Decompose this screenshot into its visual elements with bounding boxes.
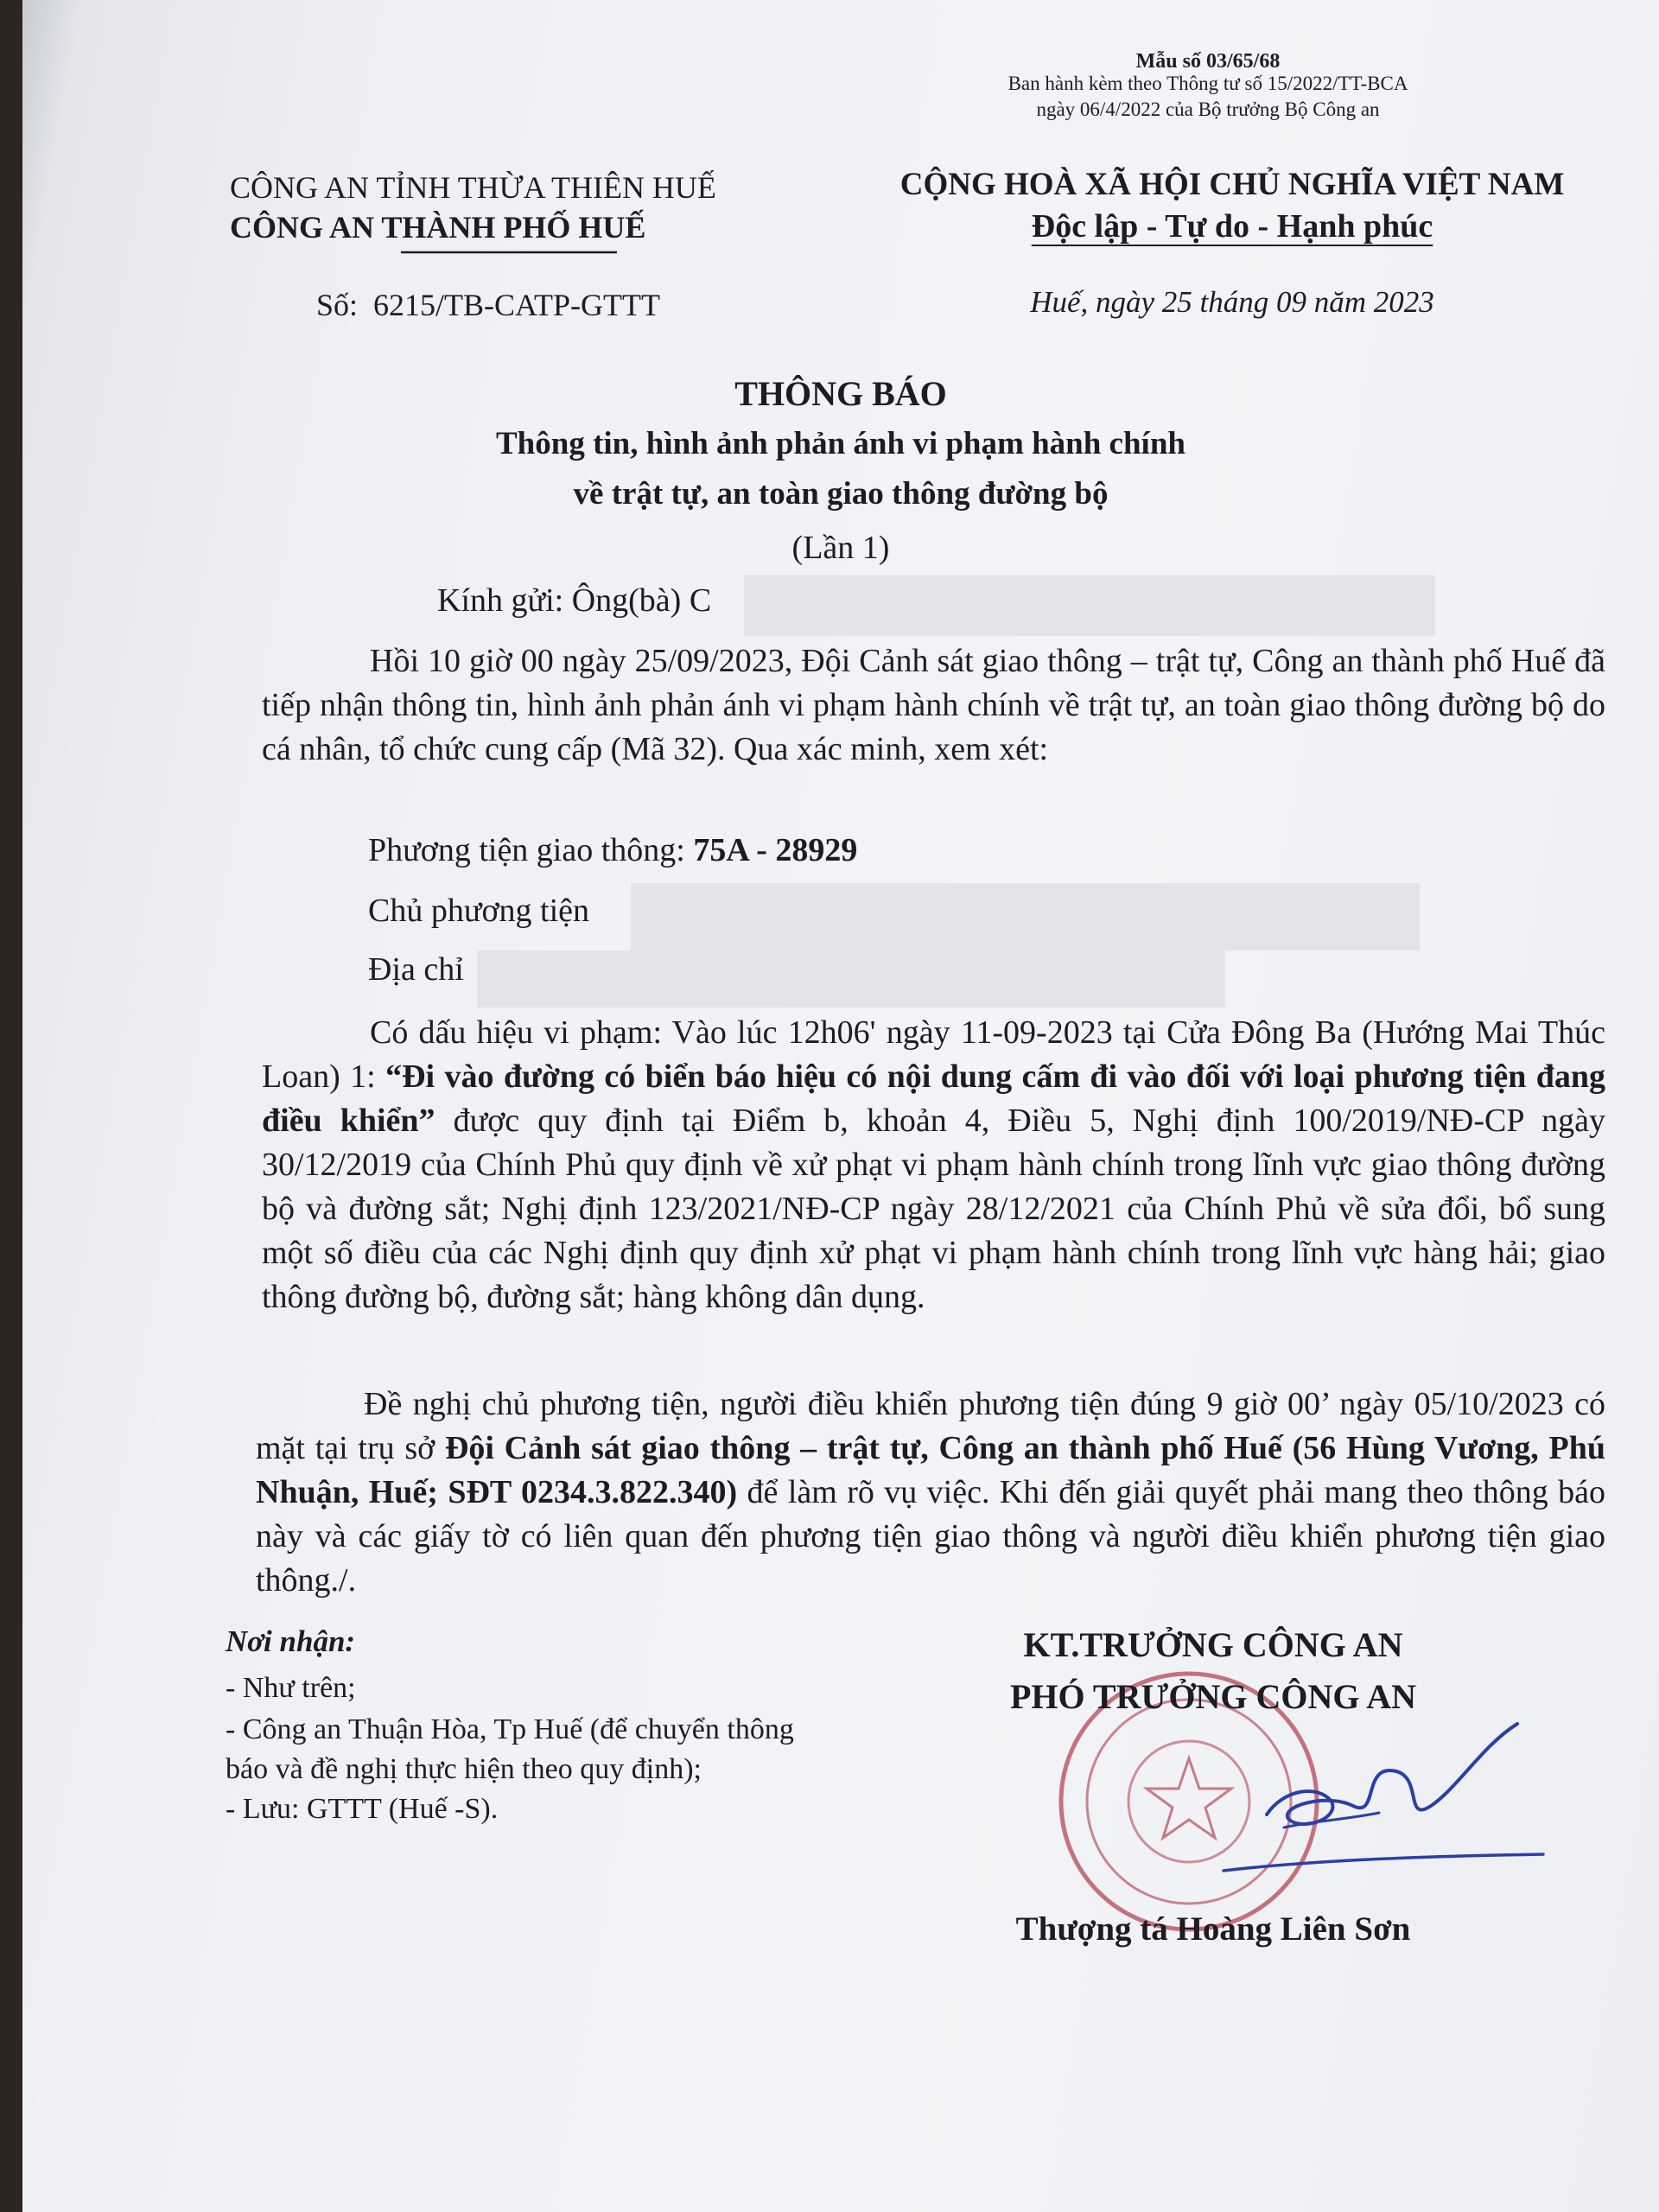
- recipient-item: - Lưu: GTTT (Huế -S).: [226, 1793, 499, 1825]
- notice-subtitle-2: về trật tự, an toàn giao thông đường bộ: [573, 476, 1109, 512]
- redacted-addressee-name: [744, 575, 1435, 636]
- handwritten-signature: [1249, 1711, 1595, 1884]
- national-motto: Độc lập - Tự do - Hạnh phúc: [1031, 208, 1433, 245]
- recipient-item: - Như trên;: [226, 1672, 356, 1704]
- addressee-line: Kính gửi: Ông(bà) C: [437, 582, 712, 619]
- vehicle-line: Phương tiện giao thông: 75A - 28929: [368, 832, 858, 868]
- paragraph-violation: Có dấu hiệu vi phạm: Vào lúc 12h06' ngày 11-09-2023 tại Cửa Đông Ba (Hướng Mai Thúc Loan) 1: “Đi vào đường có biển báo hiệu có nội dung cấm đi vào đối với loại phương tiện đang điều khiển” được quy định tại Điểm b, khoản 4, Điều 5, Nghị định 100/2019/NĐ-CP ngày 30/12/2019 của Chính Phủ quy định về xử phạt vi phạm hành chính trong lĩnh vực giao thông đường bộ và đường sắt; Nghị định 123/2021/NĐ-CP ngày 28/12/2021 của Chính Phủ về sửa đổi, bổ sung một số điều của các Nghị định quy định xử phạt vi phạm hành chính trong lĩnh vực hàng hải; giao thông đường bộ, đường sắt; hàng không dân dụng.: [262, 1014, 1606, 1315]
- agency-underline: [401, 251, 617, 254]
- address-label: Địa chỉ: [368, 951, 464, 988]
- owner-label: Chủ phương tiện: [368, 893, 590, 929]
- notice-title: THÔNG BÁO: [734, 374, 947, 413]
- place-date: Huế, ngày 25 tháng 09 năm 2023: [1030, 285, 1434, 319]
- paragraph-request: Đề nghị chủ phương tiện, người điều khiển phương tiện đúng 9 giờ 00’ ngày 05/10/2023 có mặt tại trụ sở Đội Cảnh sát giao thông – trật tự, Công an thành phố Huế (56 Hùng Vương, Phú Nhuận, Huế; SĐT 0234.3.822.340) để làm rõ vụ việc. Khi đến giải quyết phải mang theo thông báo này và các giấy tờ có liên quan đến phương tiện giao thông và người điều khiển phương tiện giao thông./.: [256, 1386, 1605, 1599]
- agency-parent: CÔNG AN TỈNH THỪA THIÊN HUẾ: [230, 170, 716, 205]
- document-page: Mẫu số 03/65/68 Ban hành kèm theo Thông tư số 15/2022/TT-BCA ngày 06/4/2022 của Bộ trưởng Bộ Công an CÔNG AN TỈNH THỪA THIÊN HUẾ CÔNG AN THÀNH PHỐ HUẾ Số: 6215/TB-CATP-GTTT CỘNG HOÀ XÃ HỘI CHỦ NGHĨA VIỆT NAM Độc lập - Tự do - Hạnh phúc Huế, ngày 25 tháng 09 năm 2023 THÔNG BÁO Thông tin, hình ảnh phản ánh vi phạm hành chính về trật tự, an toàn giao thông đường bộ (Lần 1) Kính gửi: Ông(bà) C Hồi 10 giờ 00 ngày 25/09/2023, Đội Cảnh sát giao thông – trật tự, Công an thành phố Huế đã tiếp nhận thông tin, hình ảnh phản ánh vi phạm hành chính về trật tự, an toàn giao thông đường bộ do cá nhân, tổ chức cung cấp (Mã 32). Qua xác minh, xem xét: Phương tiện giao thông: 75A - 28929 Chủ phương tiện Địa chỉ Có dấu hiệu vi phạm: Vào lúc 12h06' ngày 11-09-2023 tại Cửa Đông Ba (Hướng Mai Thúc Loan) 1: “Đi vào đường có biển báo hiệu có nội dung cấm đi vào đối với loại phương tiện đang điều khiển” được quy định tại Điểm b, khoản 4, Điều 5, Nghị định 100/2019/NĐ-CP ngày 30/12/2019 của Chính Phủ quy định về xử phạt vi phạm hành chính trong lĩnh vực giao thông đường bộ và đường sắt; Nghị định 123/2021/NĐ-CP ngày 28/12/2021 của Chính Phủ về sửa đổi, bổ sung một số điều của các Nghị định quy định xử phạt vi phạm hành chính trong lĩnh vực hàng hải; giao thông đường bộ, đường sắt; hàng không dân dụng. Đề nghị chủ phương tiện, người điều khiển phương tiện đúng 9 giờ 00’ ngày 05/10/2023 có mặt tại trụ sở Đội Cảnh sát giao thông – trật tự, Công an thành phố Huế (56 Hùng Vương, Phú Nhuận, Huế; SĐT 0234.3.822.340) để làm rõ vụ việc. Khi đến giải quyết phải mang theo thông báo này và các giấy tờ có liên quan đến phương tiện giao thông và người điều khiển phương tiện giao thông./. Nơi nhận: - Như trên; - Công an Thuận Hòa, Tp Huế (để chuyển thông báo và đề nghị thực hiện theo quy định); - Lưu: GTTT (Huế -S). KT.TRƯỞNG CÔNG AN PHÓ TRƯỞNG CÔNG AN Thượng tá Hoàng Liên Sơn: [22, 0, 1659, 2212]
- notice-subtitle-1: Thông tin, hình ảnh phản ánh vi phạm hành chính: [496, 426, 1185, 461]
- notice-attempt: (Lần 1): [791, 530, 890, 566]
- country-name: CỘNG HOÀ XÃ HỘI CHỦ NGHĨA VIỆT NAM: [899, 167, 1565, 202]
- recipient-item: báo và đề nghị thực hiện theo quy định);: [226, 1753, 702, 1785]
- redacted-address: [477, 950, 1225, 1007]
- signature-title-2: PHÓ TRƯỞNG CÔNG AN: [1009, 1677, 1417, 1716]
- vehicle-plate: 75A - 28929: [693, 832, 858, 868]
- paragraph-reception: Hồi 10 giờ 00 ngày 25/09/2023, Đội Cảnh sát giao thông – trật tự, Công an thành phố Huế đã tiếp nhận thông tin, hình ảnh phản ánh vi phạm hành chính về trật tự, an toàn giao thông đường bộ do cá nhân, tổ chức cung cấp (Mã 32). Qua xác minh, xem xét:: [262, 643, 1605, 767]
- recipients-heading: Nơi nhận:: [226, 1624, 356, 1658]
- signer-name: Thượng tá Hoàng Liên Sơn: [1015, 1910, 1411, 1948]
- signature-title-1: KT.TRƯỞNG CÔNG AN: [1023, 1625, 1403, 1664]
- agency-name: CÔNG AN THÀNH PHỐ HUẾ: [230, 210, 646, 245]
- document-number: Số: 6215/TB-CATP-GTTT: [316, 288, 661, 322]
- recipient-item: - Công an Thuận Hòa, Tp Huế (để chuyển thông: [226, 1713, 794, 1745]
- redacted-owner-name: [631, 883, 1420, 950]
